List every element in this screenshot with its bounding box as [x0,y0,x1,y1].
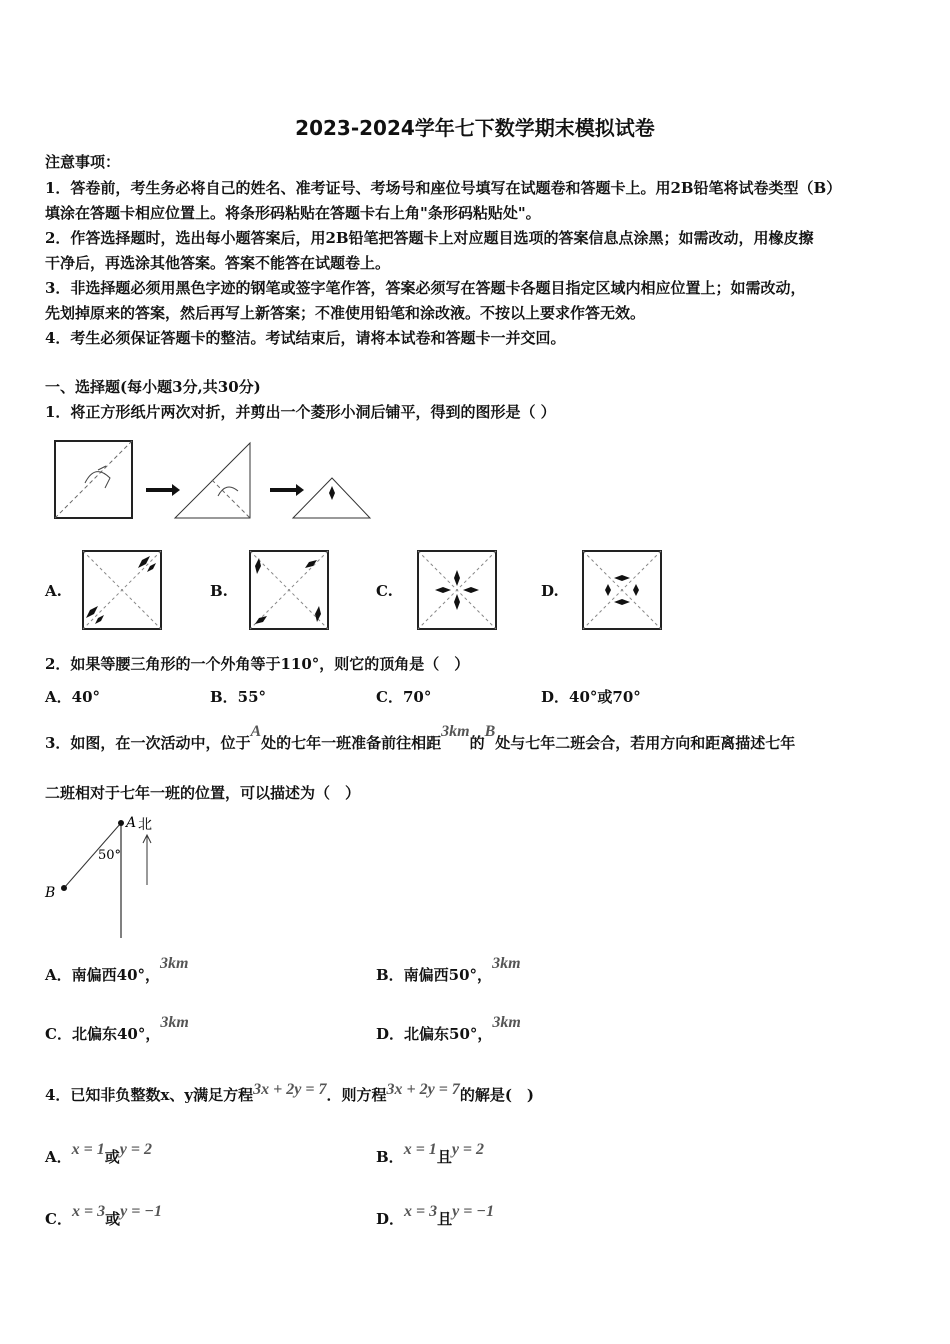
q4-part: 4．已知非负整数x、y满足方程 [45,1086,254,1104]
notice-line: 3．非选择题必须用黑色字迹的钢笔或签字笔作答，答案必须写在答题卡各题目指定区域内相应位置上；如需改动， [45,279,806,297]
option-conj: 或 [104,1148,120,1166]
point-b-label: B [484,723,496,740]
equation: 3x + 2y = 7 [253,1081,327,1098]
fig-label-b: B [45,885,56,901]
option-conj: 或 [105,1210,121,1228]
option-conj: 且 [436,1148,452,1166]
option-distance: 3km [160,955,189,972]
q4-part: ．则方程 [326,1086,387,1104]
option-x: x = 3 [71,1203,106,1220]
q4-part: 的解是( ) [459,1086,535,1104]
option-x: x = 3 [404,1203,438,1220]
q4-option-d [376,1203,495,1229]
q2-option-d: D．40°或70° [541,688,641,706]
section-heading: 一、选择题(每小题3分,共30分) [45,378,261,396]
q2-option-c: C．70° [376,688,432,706]
question-3-text [45,723,796,753]
option-label: A． [45,1148,72,1166]
option-distance: 3km [160,1014,189,1031]
notice-line: 4．考生必须保证答题卡的整洁。考试结束后，请将本试卷和答题卡一并交回。 [45,329,566,347]
option-y: y = 2 [119,1141,152,1158]
option-label: A．南偏西40°， [45,966,161,984]
q1-option-b: B. [210,582,228,600]
q1-option-a: A. [45,582,62,600]
option-label: C．北偏东40°， [45,1025,161,1043]
q1-option-d: D. [541,582,559,600]
notice-line: 干净后，再选涂其他答案。答案不能答在试题卷上。 [45,254,391,272]
q3-part: 处的七年一班准备前往相距 [261,734,442,752]
q3-option-a [45,955,189,985]
direction-figure [40,810,180,945]
question-3-text-line2: 二班相对于七年一班的位置，可以描述为（ ） [45,784,361,802]
q3-part: 处与七年二班会合，若用方向和距离描述七年 [495,734,796,752]
figure-option-d [583,551,661,629]
option-y: y = 2 [451,1141,485,1158]
option-x: x = 1 [71,1141,105,1158]
option-conj: 且 [437,1210,453,1228]
option-y: y = −1 [452,1203,495,1220]
figure-option-c [418,551,496,629]
page-title: 2023-2024学年七下数学期末模拟试卷 [295,116,655,140]
option-label: B． [376,1148,404,1166]
option-x: x = 1 [403,1141,437,1158]
q3-option-c [45,1014,189,1044]
q3-part: 的 [469,734,485,752]
fig-label-north: 北 [138,817,152,833]
notice-line: 2．作答选择题时，选出每小题答案后，用2B铅笔把答题卡上对应题目选项的答案信息点涂黑；如需改动，用橡皮擦 [45,229,814,247]
notice-line: 1．答卷前，考生务必将自己的姓名、准考证号、考场号和座位号填写在试题卷和答题卡上。用2B铅笔将试卷类型（B） [45,179,842,197]
question-1-text: 1．将正方形纸片两次对折，并剪出一个菱形小洞后铺平，得到的图形是（ ） [45,403,556,421]
q2-option-b: B．55° [210,688,267,706]
notice-line: 填涂在答题卡相应位置上。将条形码粘贴在答题卡右上角"条形码粘贴处"。 [45,204,541,222]
notice-heading: 注意事项： [45,153,121,171]
notice-line: 先划掉原来的答案，然后再写上新答案；不准使用铅笔和涂改液。不按以上要求作答无效。 [45,304,646,322]
option-label: B．南偏西50°， [376,966,493,984]
q1-option-c: C. [376,582,393,600]
figure-option-b [250,551,328,629]
point-a-label: A [250,723,262,740]
fig-label-a: A [126,815,137,831]
equation: 3x + 2y = 7 [386,1081,460,1098]
question-2-text: 2．如果等腰三角形的一个外角等于110°，则它的顶角是（ ） [45,655,470,673]
q3-option-d [376,1014,521,1044]
q4-option-b [376,1141,485,1167]
option-label: C． [45,1210,72,1228]
question-4-text [45,1081,535,1105]
q4-option-c [45,1203,163,1229]
answer-figures [80,548,670,634]
q2-option-a: A．40° [45,688,101,706]
option-distance: 3km [492,1014,521,1031]
q3-option-b [376,955,521,985]
option-label: D． [376,1210,405,1228]
option-label: D．北偏东50°， [376,1025,493,1043]
fig-label-angle: 50° [98,848,122,863]
figure-option-a [83,551,161,629]
folding-figure [50,438,380,524]
q3-part: 3．如图，在一次活动中，位于 [45,734,251,752]
q4-option-a [45,1141,152,1167]
distance-label: 3km [441,723,470,740]
option-distance: 3km [492,955,521,972]
option-y: y = −1 [120,1203,163,1220]
